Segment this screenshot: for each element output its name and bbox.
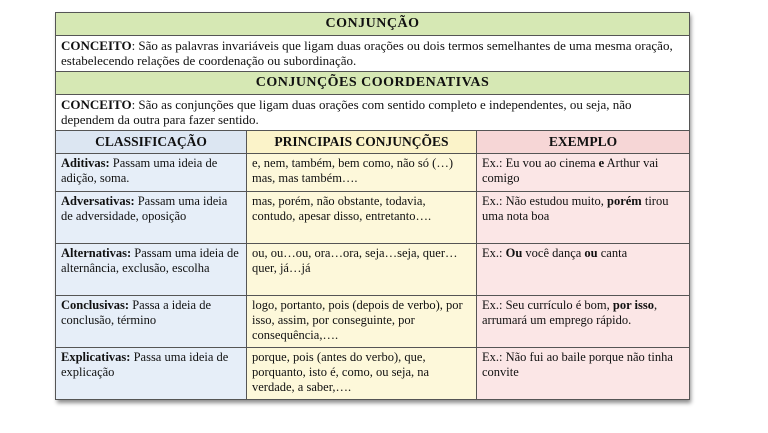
classification-name: Adversativas:: [61, 194, 135, 208]
table-row: [56, 244, 690, 296]
section-subtitle: CONJUNÇÕES COORDENATIVAS: [56, 72, 690, 95]
concept-text: : São as conjunções que ligam duas orações com sentido completo e independentes, ou seja, não dependem da outra para fazer sentido.: [61, 97, 632, 127]
conjunctions-cell: e, nem, também, bem como, não só (…) mas, mas também….: [247, 154, 477, 192]
classification-name: Alternativas:: [61, 246, 132, 260]
example-text: Ex.: Eu vou ao cinema: [482, 156, 599, 170]
example-cell: [477, 348, 690, 400]
header-row: [56, 131, 690, 154]
example-highlight: porém: [607, 194, 642, 208]
example-text: Ex.: Não fui ao baile porque não tinha convite: [482, 350, 673, 379]
classification-name: Conclusivas:: [61, 298, 130, 312]
example-text: canta: [597, 246, 628, 260]
concept-label: CONCEITO: [61, 97, 132, 112]
conjunction-table: [55, 12, 690, 400]
conjunctions-cell: mas, porém, não obstante, todavia, contudo, apesar disso, entretanto….: [247, 192, 477, 244]
concept-coordinate: [56, 95, 690, 131]
concept-label: CONCEITO: [61, 38, 132, 53]
example-cell: [477, 154, 690, 192]
conjunction-table-sheet: [55, 12, 689, 400]
header-exemplo: EXEMPLO: [477, 131, 690, 154]
example-highlight: ou: [584, 246, 598, 260]
table-row: [56, 154, 690, 192]
title-row: [56, 13, 690, 36]
example-highlight: e: [598, 156, 605, 170]
header-classificacao: CLASSIFICAÇÃO: [56, 131, 247, 154]
example-text: Ex.: Seu currículo é bom,: [482, 298, 613, 312]
table-row: [56, 296, 690, 348]
subtitle-row: [56, 72, 690, 95]
example-highlight: por isso: [612, 298, 654, 312]
concept2-row: [56, 95, 690, 131]
concept-row: [56, 36, 690, 72]
classification-description: Passa a ideia de conclusão, término: [61, 298, 211, 327]
example-cell: [477, 244, 690, 296]
table-row: [56, 348, 690, 400]
classification-description: Passam uma ideia de adição, soma.: [61, 156, 218, 185]
example-cell: [477, 296, 690, 348]
conjunctions-cell: logo, portanto, pois (depois de verbo), por isso, assim, por conseguinte, por consequência,….: [247, 296, 477, 348]
conjunctions-cell: porque, pois (antes do verbo), que, porquanto, isto é, como, ou seja, na verdade, a saber,….: [247, 348, 477, 400]
classification-description: Passam uma ideia de alternância, exclusão, escolha: [61, 246, 239, 275]
classification-name: Aditivas:: [61, 156, 110, 170]
classification-cell: [56, 296, 247, 348]
example-text: Ex.: Não estudou muito,: [482, 194, 607, 208]
example-text: , arrumará um emprego rápido.: [482, 298, 658, 327]
classification-cell: [56, 192, 247, 244]
example-highlight: Ou: [505, 246, 523, 260]
example-cell: [477, 192, 690, 244]
classification-description: Passa uma ideia de explicação: [61, 350, 229, 379]
classification-name: Explicativas:: [61, 350, 131, 364]
example-text: Arthur vai comigo: [482, 156, 659, 185]
classification-description: Passam uma ideia de adversidade, oposição: [61, 194, 228, 223]
concept-text: : São as palavras invariáveis que ligam duas orações ou dois termos semelhantes de uma mesma oração, estabelecendo relações de coordenação ou subordinação.: [61, 38, 673, 68]
classification-cell: [56, 244, 247, 296]
table-row: [56, 192, 690, 244]
example-text: tirou uma nota boa: [482, 194, 669, 223]
classification-cell: [56, 154, 247, 192]
concept-general: [56, 36, 690, 72]
example-text: Ex.:: [482, 246, 506, 260]
classification-cell: [56, 348, 247, 400]
table-title: CONJUNÇÃO: [56, 13, 690, 36]
header-principais: PRINCIPAIS CONJUNÇÕES: [247, 131, 477, 154]
conjunctions-cell: ou, ou…ou, ora…ora, seja…seja, quer…quer, já…já: [247, 244, 477, 296]
example-text: você dança: [522, 246, 585, 260]
